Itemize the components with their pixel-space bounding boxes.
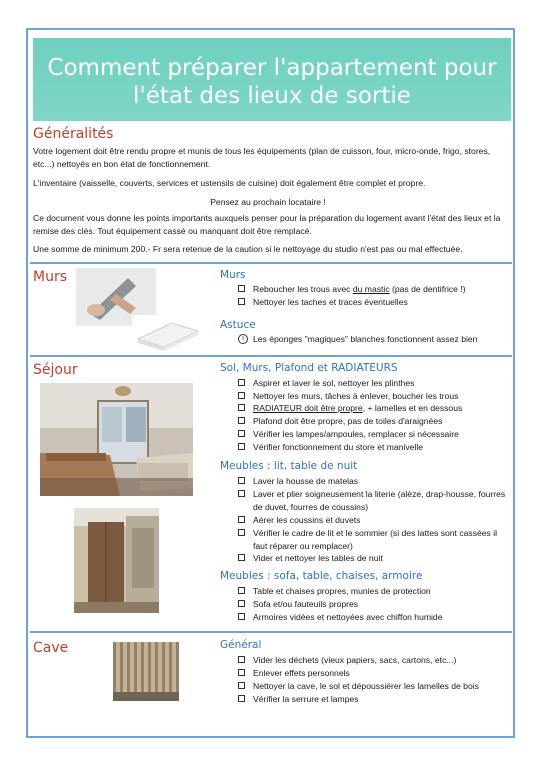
subheading-general: Général <box>220 639 262 651</box>
checkbox[interactable] <box>238 695 245 702</box>
checklist-item[interactable]: Enlever effets personnels <box>238 667 508 680</box>
intro-paragraph-3: Pensez au prochain locataire ! <box>210 197 326 207</box>
photo-magic-sponge <box>132 315 202 352</box>
checklist-item[interactable]: Nettoyer la cave, le sol et dépoussiérer les lamelles de bois <box>238 680 508 693</box>
checklist-item[interactable]: Nettoyer les murs, tâches à enlever, boucher les trous <box>238 390 508 403</box>
subheading-astuce: Astuce <box>220 319 256 331</box>
checklist-item[interactable]: Aspirer et laver le sol, nettoyer les plinthes <box>238 377 508 390</box>
heading-cave: Cave <box>33 640 69 656</box>
checklist-item[interactable]: Vider les déchets (vieux papiers, sacs, cartons, etc...) <box>238 654 508 667</box>
info-icon: i <box>238 334 248 344</box>
intro-paragraph-5: Une somme de minimum 200.- Fr sera retenue de la caution si le nettoyage du studio n'est pas ou mal effectuée. <box>33 244 463 254</box>
heading-sejour: Séjour <box>33 362 78 378</box>
subheading-murs: Murs <box>220 269 246 281</box>
checklist-item[interactable]: RADIATEUR doit être propre, + lamelles et en dessous <box>238 402 508 415</box>
checklist-item[interactable]: Vérifier la serrure et lampes <box>238 693 508 706</box>
checkbox[interactable] <box>238 682 245 689</box>
checkbox[interactable] <box>238 613 245 620</box>
tip-item: i Les éponges "magiques" blanches fonctionnent assez bien <box>238 333 508 346</box>
photo-wardrobe <box>74 508 159 613</box>
checklist-item[interactable]: Vérifier les lampes/ampoules, remplacer si nécessaire <box>238 428 508 441</box>
checklist-item[interactable]: Armoires vidées et nettoyées avec chiffon humide <box>238 611 508 624</box>
checkbox[interactable] <box>238 587 245 594</box>
photo-living-room <box>40 383 193 496</box>
checkbox[interactable] <box>238 443 245 450</box>
checkbox[interactable] <box>238 404 245 411</box>
checkbox[interactable] <box>238 417 245 424</box>
checklist-item[interactable]: Laver et plier soigneusement la literie (alèze, drap-housse, fourres de duvet, fourres de coussins) <box>238 488 508 514</box>
checkbox[interactable] <box>238 554 245 561</box>
checkbox[interactable] <box>238 669 245 676</box>
checklist-item[interactable]: Vérifier fonctionnement du store et manivelle <box>238 441 508 454</box>
page-title: Comment préparer l'appartement pour l'état des lieux de sortie <box>47 55 497 109</box>
checkbox[interactable] <box>238 430 245 437</box>
checkbox[interactable] <box>238 477 245 484</box>
divider <box>30 262 512 264</box>
subheading-sofa: Meubles : sofa, table, chaises, armoire <box>220 570 423 582</box>
divider <box>30 631 512 633</box>
checkbox[interactable] <box>238 529 245 536</box>
checkbox[interactable] <box>238 656 245 663</box>
checkbox[interactable] <box>238 392 245 399</box>
checklist-item[interactable]: Aérer les coussins et duvets <box>238 514 508 527</box>
subheading-lit: Meubles : lit, table de nuit <box>220 460 358 472</box>
checkbox[interactable] <box>238 298 245 305</box>
heading-murs: Murs <box>33 269 68 285</box>
heading-generalites: Généralités <box>33 126 114 142</box>
checkbox[interactable] <box>238 379 245 386</box>
photo-cellar <box>113 642 179 701</box>
intro-paragraph-4: Ce document vous donne les points importants auxquels penser pour la préparation du logement avant l'état des lieux et la remise des clés. Tout équipement cassé ou manquant doit être remplacé. <box>33 213 501 236</box>
intro-paragraph-2: L'inventaire (vaisselle, couverts, services et ustensils de cuisine) doit également être complet et propre. <box>33 178 426 188</box>
checklist-item[interactable]: Reboucher les trous avec du mastic (pas de dentifrice !) <box>238 283 508 296</box>
subheading-sol-murs: Sol, Murs, Plafond et RADIATEURS <box>220 362 398 374</box>
checkbox[interactable] <box>238 516 245 523</box>
checkbox[interactable] <box>238 490 245 497</box>
checklist-item[interactable]: Nettoyer les taches et traces éventuelles <box>238 296 508 309</box>
checklist-item[interactable]: Vérifier le cadre de lit et le sommier (si des lattes sont cassées il faut réparer ou remplacer) <box>238 527 508 553</box>
checklist-item[interactable]: Table et chaises propres, munies de protection <box>238 585 508 598</box>
checkbox[interactable] <box>238 600 245 607</box>
title-banner <box>33 38 511 121</box>
divider <box>30 355 512 357</box>
checkbox[interactable] <box>238 285 245 292</box>
checklist-item[interactable]: Laver la housse de matelas <box>238 475 508 488</box>
checklist-item[interactable]: Plafond doit être propre, pas de toiles d'araignées <box>238 415 508 428</box>
checklist-item[interactable]: Vider et nettoyer les tables de nuit <box>238 552 508 565</box>
intro-paragraph-1: Votre logement doit être rendu propre et munis de tous les équipements (plan de cuisson, four, micro-onde, frigo, stores, etc...) nettoyés en bon état de fonctionnement. <box>33 146 491 169</box>
checklist-item[interactable]: Sofa et/ou fauteuils propres <box>238 598 508 611</box>
